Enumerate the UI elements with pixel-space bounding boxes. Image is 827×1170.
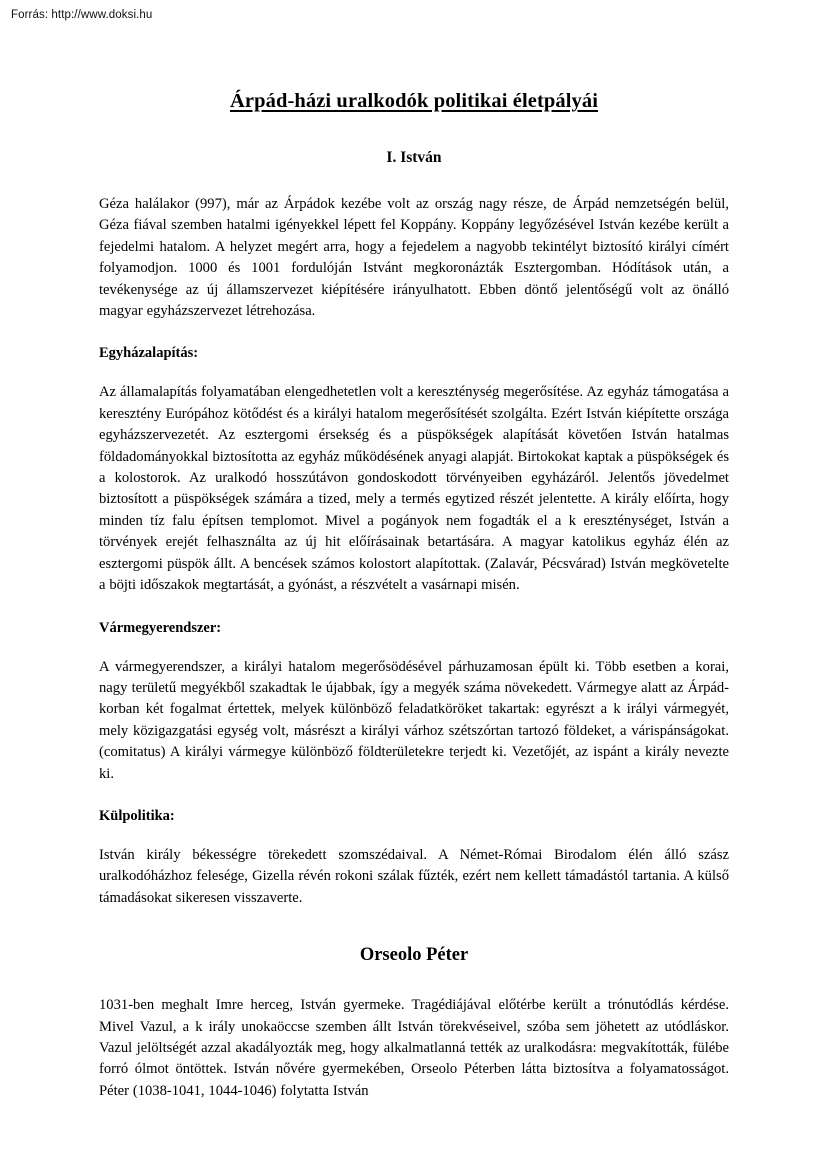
section-heading-i-istvan: I. István	[386, 149, 442, 166]
paragraph-egyhazalapitas: Az államalapítás folyamatában elengedhetetlen volt a kereszténység megerősítése. Az egyház támogatása a keresztény Európához kötődést és a királyi hatalom megerősítését szolgálta. Ezért István kiépítette országa egyházszervezetét. Az esztergomi érsekség és a püspökségek alapítását követően István hatalmas földadományokkal biztosította az egyház működésének anyagi alapját. Birtokokat kaptak a püspökségek és a kolostorok. Az uralkodó hosszútávon gondoskodott törvényeiben egyházáról. Jelentős jövedelmet biztosított a püspökségek számára a tized, mely a termés egytized részét jelentette. A király előírta, hogy minden tíz falu építsen templomot. Mivel a pogányok nem fogadták el a k ereszténységet, István a törvények erejét felhasználta az új hit előírásainak betartására. A magyar katolikus egyház élén az esztergomi püspök állt. A bencések számos kolostort alapítottak. (Zalavár, Pécsvárad) István megkövetelte a böjti időszakok megtartását, a gyónást, a részvételt a vasárnapi misén.	[99, 384, 729, 594]
section-heading-orseolo-peter: Orseolo Péter	[359, 945, 469, 966]
paragraph-orseolo-peter: 1031-ben meghalt Imre herceg, István gyermeke. Tragédiájával előtérbe került a trónutódlás kérdése. Mivel Vazul, a k irály unokaöccse szemben állt István törekvéseivel, szóba sem jöhetett az utódláskor. Vazul jelöltségét azzal akadályozták meg, hogy alkalmatlanná tették az uralkodásra: megvakították, fülébe forró ólmot öntöttek. István nővére gyermekében, Orseolo Péterben látta biztosítva a folyamatosságot. Péter (1038-1041, 1044-1046) folytatta István	[99, 997, 729, 1099]
subsection-heading-varmegyerendszer: Vármegyerendszer:	[99, 619, 222, 636]
subsection-heading-egyhazalapitas: Egyházalapítás:	[99, 345, 199, 362]
paragraph-istvan-intro: Géza halálakor (997), már az Árpádok kezébe volt az ország nagy része, de Árpád nemzetségén belül, Géza fiával szemben hatalmi igényekkel lépett fel Koppány. Koppány legyőzésével István kezébe került a fejedelmi hatalom. A helyzet megért arra, hogy a fejedelem a nagyobb tekintélyt biztosító királyi címért folyamodjon. 1000 és 1001 fordulóján Istvánt megkoronázták Esztergomban. Hódítások után, a tevékenysége az új államszervezet kiépítésére irányulhatott. Ebben döntő jelentőségű volt az önálló magyar egyházszervezet létrehozása.	[99, 196, 729, 320]
page-title: Árpád-házi uralkodók politikai életpályái	[229, 90, 599, 112]
document-body	[99, 88, 729, 1102]
source-watermark: Forrás: http://www.doksi.hu	[11, 9, 153, 21]
paragraph-kulpolitika: István király békességre törekedett szomszédaival. A Német-Római Birodalom élén álló szász uralkodóházhoz felesége, Gizella révén rokoni szálak fűzték, ezért nem kellett támadástól tartania. A külső támadásokat sikeresen visszaverte.	[99, 846, 729, 906]
paragraph-varmegyerendszer: A vármegyerendszer, a királyi hatalom megerősödésével párhuzamosan épült ki. Több esetben a korai, nagy területű megyékből szakadtak le újabbak, így a megyék száma növekedett. Vármegye alatt az Árpád-korban két fogalmat értettek, melyek különböző feladatköröket takartak: egyrészt a k irályi vármegyét, mely közigazgatási egység volt, másrészt a királyi várhoz szétszórtan tartozó földeket, a várispánságokat. (comitatus) A királyi vármegye különböző földterületekre terjedt ki. Vezetőjét, az ispánt a király nevezte ki.	[99, 658, 729, 782]
subsection-heading-kulpolitika: Külpolitika:	[99, 807, 175, 824]
